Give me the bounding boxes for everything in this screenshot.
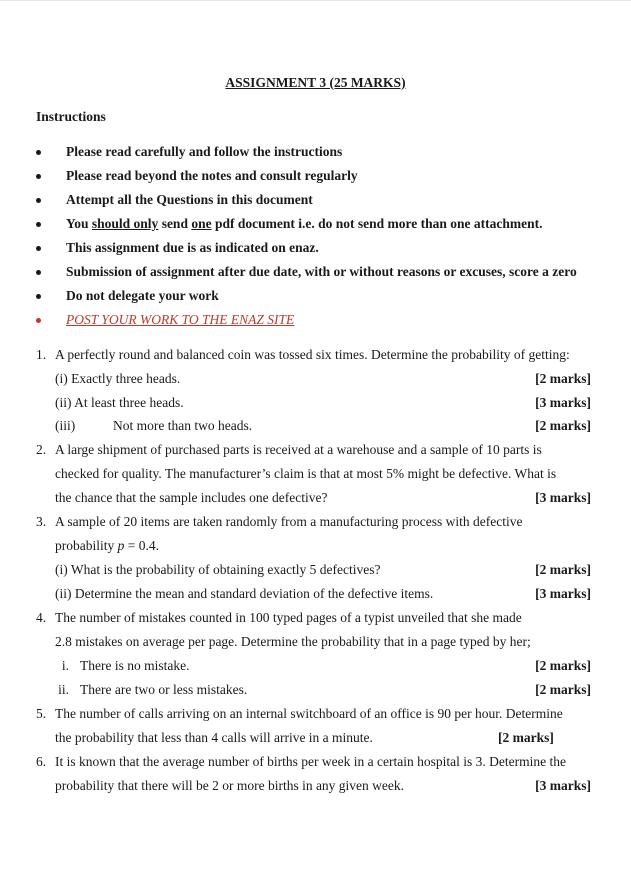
question-text-part: = 0.4. — [124, 538, 159, 553]
question-number: 5. — [36, 706, 47, 721]
marks-label: [2 marks] — [535, 658, 591, 673]
question-number: 6. — [36, 754, 47, 769]
question-text-part: probability — [55, 538, 118, 553]
marks-label: [2 marks] — [535, 371, 591, 386]
bullet-item — [66, 216, 542, 232]
bullet-text-underlined: one — [191, 216, 212, 231]
question-part: There is no mistake. — [80, 658, 190, 673]
post-work-link[interactable]: POST YOUR WORK TO THE ENAZ SITE — [66, 312, 295, 327]
question-number: 2. — [36, 442, 47, 457]
bullet-item: Submission of assignment after due date, with or without reasons or excuses, score a zero — [66, 264, 577, 279]
question-text: A large shipment of purchased parts is received at a warehouse and a sample of 10 parts is — [55, 442, 542, 457]
question-text: A perfectly round and balanced coin was tossed six times. Determine the probability of getting: — [55, 347, 570, 362]
bullet-text-part: You — [66, 216, 92, 231]
question-part: (i) What is the probability of obtaining exactly 5 defectives? — [55, 562, 381, 577]
question-number: 4. — [36, 610, 47, 625]
bullet-item: Attempt all the Questions in this document — [66, 192, 313, 207]
bullet-icon — [36, 150, 41, 155]
roman-numeral: i. — [61, 658, 69, 673]
question-number: 3. — [36, 514, 47, 529]
bullet-text-part: send — [158, 216, 192, 231]
bullet-item: Please read carefully and follow the instructions — [66, 144, 343, 159]
question-text — [55, 538, 159, 554]
bullet-icon — [36, 174, 41, 179]
question-text: the chance that the sample includes one defective? — [55, 490, 328, 505]
bullet-icon — [36, 270, 41, 275]
bullet-item: Please read beyond the notes and consult regularly — [66, 168, 358, 183]
question-text: It is known that the average number of births per week in a certain hospital is 3. Determine the — [55, 754, 566, 769]
question-text: A sample of 20 items are taken randomly from a manufacturing process with defective — [55, 514, 523, 529]
bullet-icon — [36, 222, 41, 227]
marks-label: [2 marks] — [535, 682, 591, 697]
marks-label: [3 marks] — [535, 490, 591, 505]
marks-label: [3 marks] — [535, 586, 591, 601]
roman-numeral: ii. — [58, 682, 69, 697]
question-part: (ii) Determine the mean and standard deviation of the defective items. — [55, 586, 434, 601]
instructions-heading: Instructions — [36, 109, 106, 124]
marks-label: [3 marks] — [535, 395, 591, 410]
bullet-item: This assignment due is as indicated on enaz. — [66, 240, 319, 255]
marks-label: [2 marks] — [498, 730, 554, 745]
question-text: probability that there will be 2 or more births in any given week. — [55, 778, 405, 793]
question-text: checked for quality. The manufacturer’s claim is that at most 5% might be defective. What is — [55, 466, 557, 481]
question-part: Not more than two heads. — [113, 418, 253, 433]
marks-label: [2 marks] — [535, 562, 591, 577]
question-number: 1. — [36, 347, 47, 362]
marks-label: [3 marks] — [535, 778, 591, 793]
bullet-icon — [36, 198, 41, 203]
bullet-text-part: pdf document i.e. do not send more than one attachment. — [211, 216, 543, 231]
question-text: The number of calls arriving on an internal switchboard of an office is 90 per hour. Determine — [55, 706, 563, 721]
page-title: ASSIGNMENT 3 (25 MARKS) — [225, 75, 406, 90]
bullet-icon — [36, 318, 41, 323]
question-text: The number of mistakes counted in 100 typed pages of a typist unveiled that she made — [55, 610, 522, 625]
marks-label: [2 marks] — [535, 418, 591, 433]
question-text: 2.8 mistakes on average per page. Determine the probability that in a page typed by her; — [55, 634, 531, 649]
question-text: the probability that less than 4 calls will arrive in a minute. — [55, 730, 373, 745]
bullet-icon — [36, 246, 41, 251]
question-part: (ii) At least three heads. — [55, 395, 184, 410]
bullet-item: Do not delegate your work — [66, 288, 219, 303]
question-part: (i) Exactly three heads. — [55, 371, 181, 386]
question-part: There are two or less mistakes. — [80, 682, 248, 697]
bullet-icon — [36, 294, 41, 299]
bullet-text-underlined: should only — [91, 216, 159, 231]
question-part-label: (iii) — [55, 418, 76, 433]
math-variable: p — [117, 538, 125, 553]
